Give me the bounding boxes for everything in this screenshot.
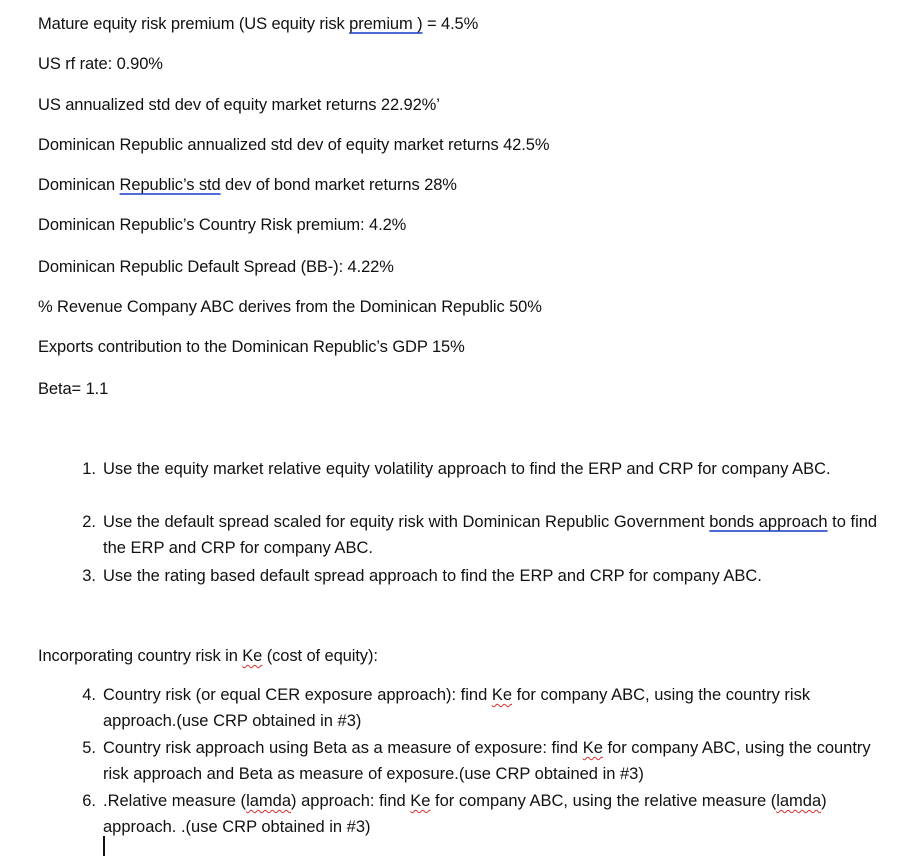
line-dr-crp: Dominican Republic’s Country Risk premium: 4.2%: [38, 216, 407, 234]
question-text: Use the default spread scaled for equity risk with Dominican Republic Government bonds approach to find the ERP and CRP for company ABC.: [103, 513, 878, 557]
grammar-flag[interactable]: premium ): [349, 15, 423, 33]
grammar-flag[interactable]: Republic’s std: [119, 176, 221, 194]
spelling-flag[interactable]: Ke: [491, 686, 513, 704]
line-us-rf: US rf rate: 0.90%: [38, 55, 163, 73]
line-text: Dominican: [38, 176, 120, 194]
spelling-flag[interactable]: lamda: [776, 792, 822, 810]
line-text: dev of bond market returns 28%: [220, 176, 457, 194]
spelling-flag[interactable]: lamda: [246, 792, 292, 810]
line-dr-std: Dominican Republic annualized std dev of equity market returns 42.5%: [38, 136, 550, 154]
line-dr-spread: Dominican Republic Default Spread (BB-): 4.22%: [38, 258, 394, 276]
question-number: 5.: [82, 739, 96, 757]
question-text: Use the equity market relative equity volatility approach to find the ERP and CRP for company ABC.: [103, 460, 831, 478]
grammar-flag[interactable]: bonds approach: [709, 513, 828, 531]
question-number: 2.: [82, 513, 96, 531]
line-dr-bond-std: [38, 174, 457, 196]
question-text: Country risk (or equal CER exposure approach): find Ke for company ABC, using the country risk approach.(use CRP obtained in #3): [103, 686, 811, 730]
text-cursor: [103, 836, 105, 856]
question-number: 4.: [82, 686, 96, 704]
question-text: Country risk approach using Beta as a measure of exposure: find Ke for company ABC, using the country risk approach and Beta as measure of exposure.(use CRP obtained in #3): [103, 739, 871, 783]
question-text: Use the rating based default spread approach to find the ERP and CRP for company ABC.: [103, 567, 762, 585]
spelling-flag[interactable]: Ke: [582, 739, 603, 757]
line-us-std: US annualized std dev of equity market returns 22.92%’: [38, 96, 440, 114]
section-heading: Incorporating country risk in Ke (cost of equity):: [38, 647, 378, 665]
line-exports: Exports contribution to the Dominican Republic’s GDP 15%: [38, 338, 465, 356]
question-number: 1.: [82, 460, 96, 478]
line-revenue: % Revenue Company ABC derives from the Dominican Republic 50%: [38, 298, 542, 316]
spelling-flag[interactable]: Ke: [410, 792, 431, 810]
line-text: = 4.5%: [422, 15, 479, 33]
line-mature-erp: [38, 13, 478, 35]
spelling-flag[interactable]: Ke: [242, 647, 263, 665]
line-text: Mature equity risk premium (US equity risk: [38, 15, 350, 33]
question-number: 3.: [82, 567, 96, 585]
line-beta: Beta= 1.1: [38, 380, 109, 398]
question-number: 6.: [82, 792, 96, 810]
question-text: .Relative measure (lamda) approach: find Ke for company ABC, using the relative measure (lamda) approach. .(use CRP obtained in #3): [103, 792, 827, 836]
